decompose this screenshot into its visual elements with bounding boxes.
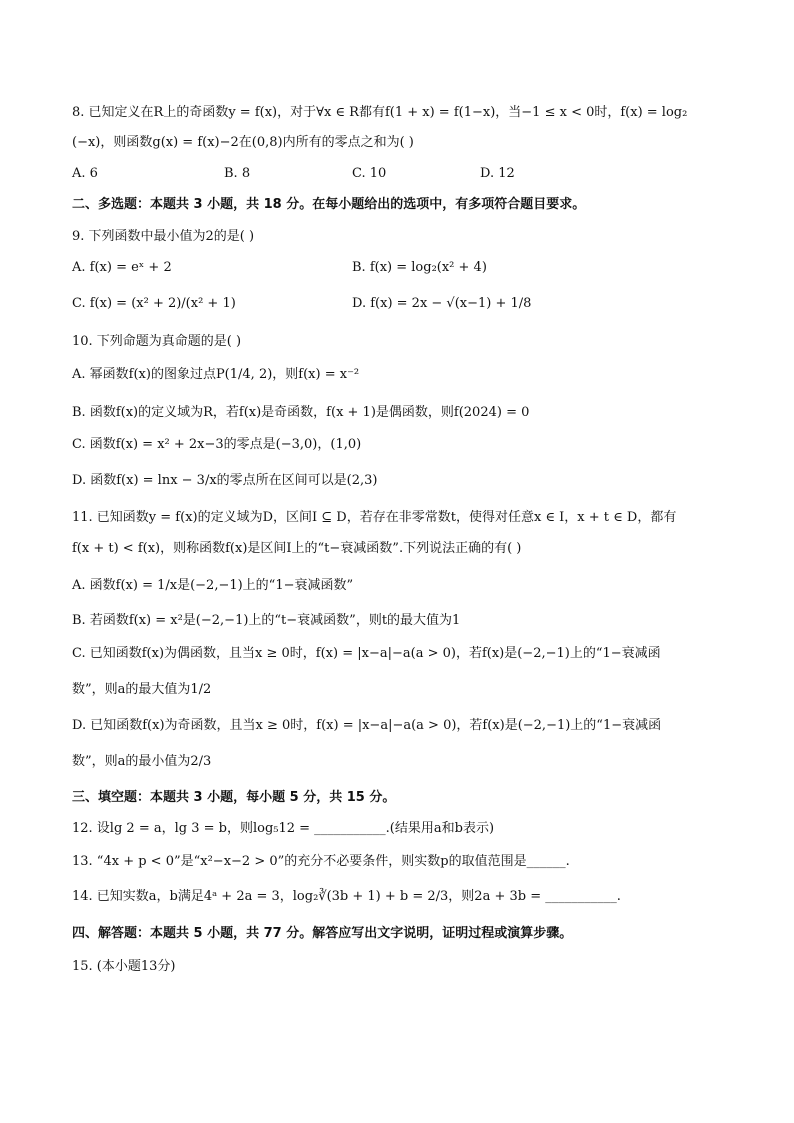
q9-option-b: B. f(x) = log₂(x² + 4) [352,260,487,275]
q11-option-c-line2: 数”，则a的最大值为1/2 [72,682,212,697]
q12-stem: 12. 设lg 2 = a，lg 3 = b，则log₅12 = ___________.(结果用a和b表示) [72,821,495,836]
q10-option-b: B. 函数f(x)的定义域为R，若f(x)是奇函数，f(x + 1)是偶函数，则f(2024) = 0 [72,405,530,420]
q9-option-a: A. f(x) = eˣ + 2 [72,260,172,275]
q11-option-d-line1: D. 已知函数f(x)为奇函数，且当x ≥ 0时，f(x) = |x−a|−a(a > 0)，若f(x)是(−2,−1)上的“1−衰减函 [72,718,662,733]
q8-option-b: B. 8 [224,166,251,181]
q9-stem: 9. 下列函数中最小值为2的是( ) [72,229,255,244]
q11-stem-line2: f(x + t) < f(x)，则称函数f(x)是区间I上的“t−衰减函数”.下列说法正确的有( ) [72,541,522,556]
q13-stem: 13. “4x + p < 0”是“x²−x−2 > 0”的充分不必要条件，则实数p的取值范围是______. [72,854,570,869]
section-3-heading: 三、填空题：本题共 3 小题，每小题 5 分，共 15 分。 [72,790,396,805]
q11-option-a: A. 函数f(x) = 1/x是(−2,−1)上的“1−衰减函数” [72,578,354,593]
q10-stem: 10. 下列命题为真命题的是( ) [72,334,242,349]
section-4-heading: 四、解答题：本题共 5 小题，共 77 分。解答应写出文字说明，证明过程或演算步骤。 [72,926,573,941]
q11-option-c-line1: C. 已知函数f(x)为偶函数，且当x ≥ 0时，f(x) = |x−a|−a(a > 0)，若f(x)是(−2,−1)上的“1−衰减函 [72,646,661,661]
q9-option-c: C. f(x) = (x² + 2)/(x² + 1) [72,296,236,311]
q8-option-a: A. 6 [72,166,98,181]
q11-stem-line1: 11. 已知函数y = f(x)的定义域为D，区间I ⊆ D，若存在非零常数t，使得对任意x ∈ I，x + t ∈ D，都有 [72,510,677,525]
section-2-heading: 二、多选题：本题共 3 小题，共 18 分。在每小题给出的选项中，有多项符合题目要求。 [72,197,586,212]
q11-option-b: B. 若函数f(x) = x²是(−2,−1)上的“t−衰减函数”，则t的最大值为1 [72,613,461,628]
q8-stem-line2: (−x)，则函数g(x) = f(x)−2在(0,8)内所有的零点之和为( ) [72,135,414,150]
q11-option-d-line2: 数”，则a的最小值为2/3 [72,754,212,769]
q8-option-d: D. 12 [480,166,515,181]
q15-stem: 15. (本小题13分) [72,959,176,974]
q10-option-d: D. 函数f(x) = lnx − 3/x的零点所在区间可以是(2,3) [72,473,378,488]
q9-option-d: D. f(x) = 2x − √(x−1) + 1/8 [352,296,532,311]
q14-stem: 14. 已知实数a，b满足4ᵃ + 2a = 3，log₂∛(3b + 1) + b = 2/3，则2a + 3b = ___________. [72,889,621,904]
q8-option-c: C. 10 [352,166,387,181]
q8-stem-line1: 8. 已知定义在R上的奇函数y = f(x)，对于∀x ∈ R都有f(1 + x) = f(1−x)，当−1 ≤ x < 0时，f(x) = log₂ [72,105,688,120]
q10-option-a: A. 幂函数f(x)的图象过点P(1/4, 2)，则f(x) = x⁻² [72,367,360,382]
q10-option-c: C. 函数f(x) = x² + 2x−3的零点是(−3,0)，(1,0) [72,437,362,452]
